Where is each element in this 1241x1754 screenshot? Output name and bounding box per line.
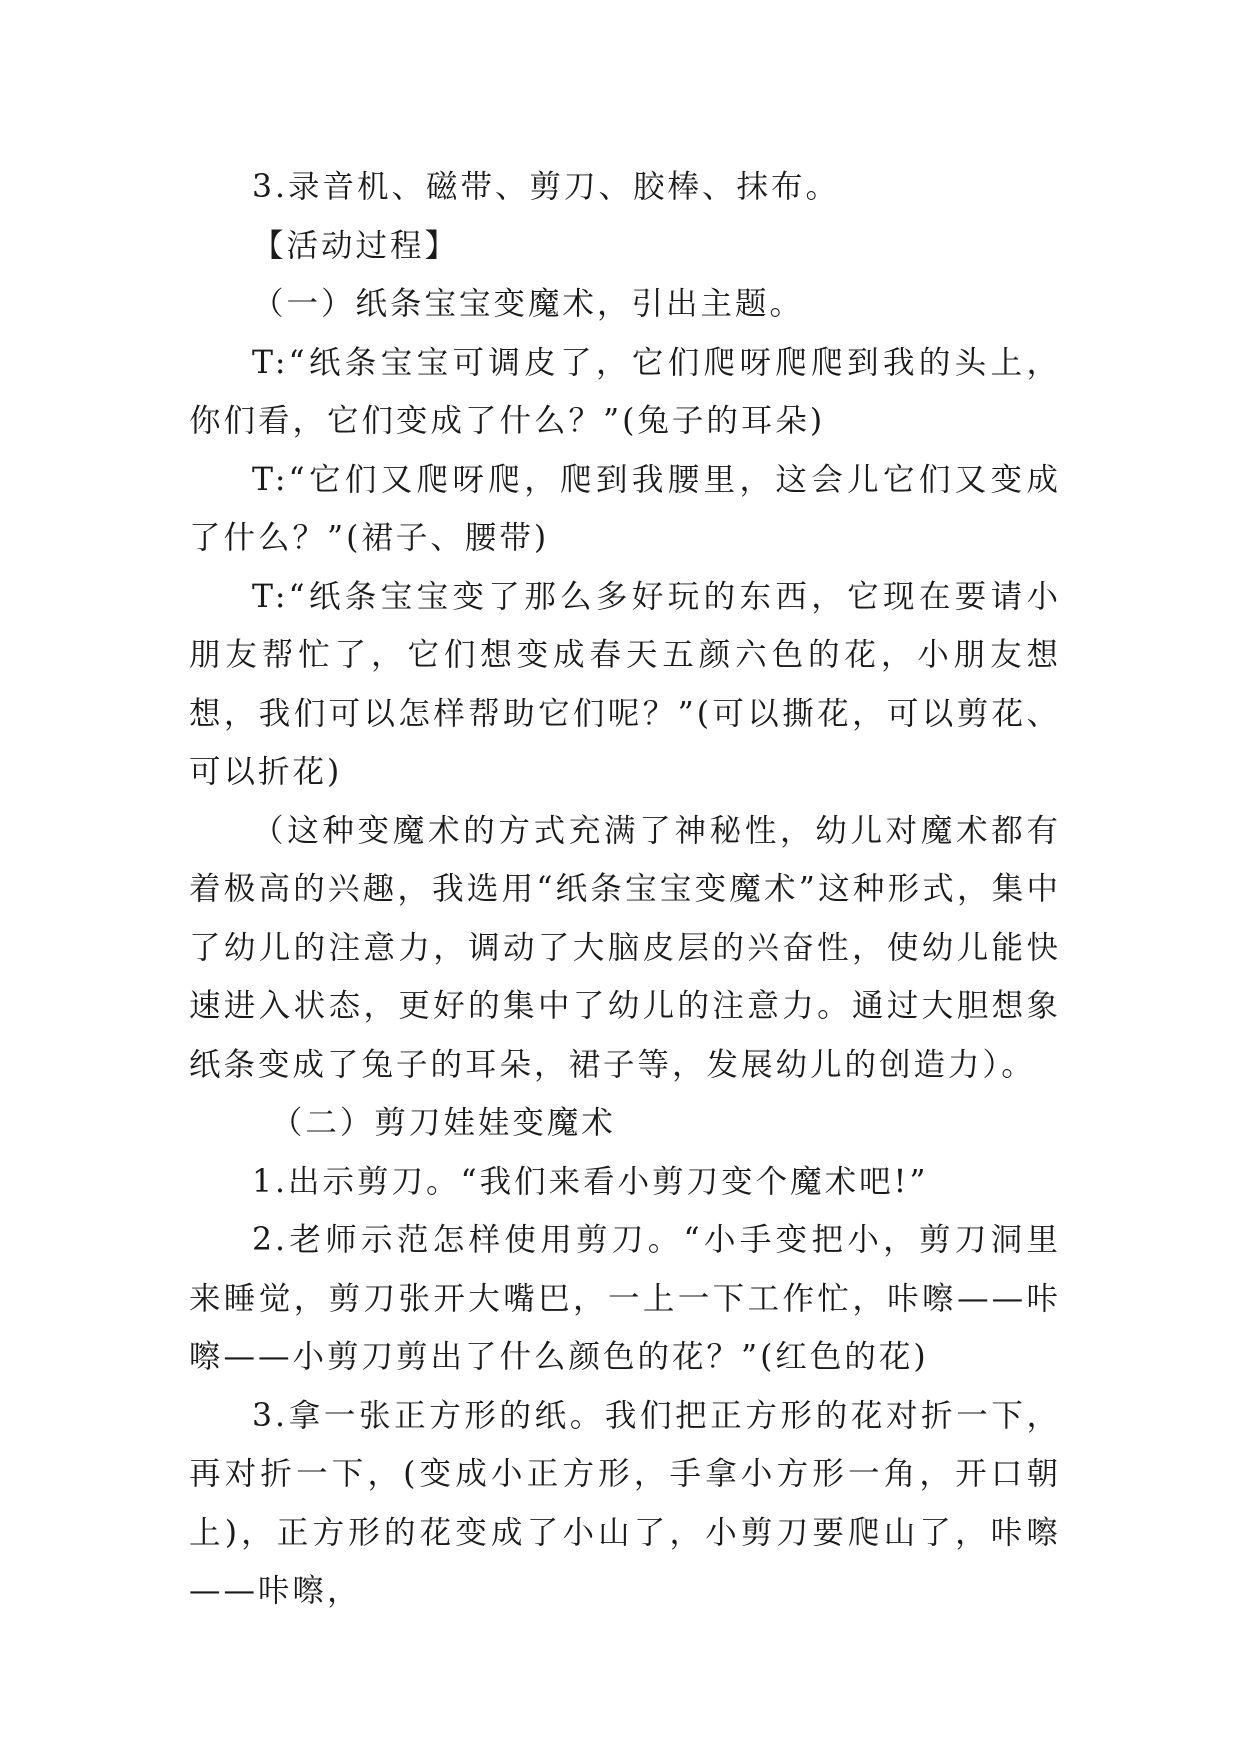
- teacher-line-1: T:“纸条宝宝可调皮了，它们爬呀爬爬到我的头上，你们看，它们变成了什么？”(兔子的耳朵): [189, 344, 1061, 439]
- section-1-heading: （一）纸条宝宝变魔术，引出主题。: [252, 286, 805, 322]
- commentary-paragraph: （这种变魔术的方式充满了神秘性，幼儿对魔术都有着极高的兴趣，我选用“纸条宝宝变魔术”这种形式，集中了幼儿的注意力，调动了大脑皮层的兴奋性，使幼儿能快速进入状态，更好的集中了幼儿的注意力。通过大胆想象纸条变成了兔子的耳朵，裙子等，发展幼儿的创造力）。: [189, 812, 1061, 1083]
- teacher-line-3: T:“纸条宝宝变了那么多好玩的东西，它现在要请小朋友帮忙了，它们想变成春天五颜六色的花，小朋友想想，我们可以怎样帮助它们呢？”(可以撕花，可以剪花、可以折花): [189, 578, 1061, 790]
- teacher-line-2: T:“它们又爬呀爬，爬到我腰里，这会儿它们又变成了什么？”(裙子、腰带): [189, 461, 1061, 556]
- section-2-heading: （二）剪刀娃娃变魔术: [270, 1105, 616, 1141]
- activity-process-heading: 【活动过程】: [252, 227, 460, 264]
- materials-item-3: 3.录音机、磁带、剪刀、胶棒、抹布。: [252, 169, 841, 205]
- document-page: [189, 158, 1061, 1621]
- step-2-paragraph: 2.老师示范怎样使用剪刀。“小手变把小，剪刀洞里来睡觉，剪刀张开大嘴巴，一上一下工作忙，咔嚓——咔嚓——小剪刀剪出了什么颜色的花？”(红色的花): [189, 1222, 1061, 1375]
- step-1-paragraph: 1.出示剪刀。“我们来看小剪刀变个魔术吧!”: [252, 1163, 929, 1200]
- step-3-paragraph: 3.拿一张正方形的纸。我们把正方形的花对折一下，再对折一下，(变成小正方形，手拿小方形一角，开口朝上)，正方形的花变成了小山了，小剪刀要爬山了，咔嚓——咔嚓，: [189, 1397, 1061, 1609]
